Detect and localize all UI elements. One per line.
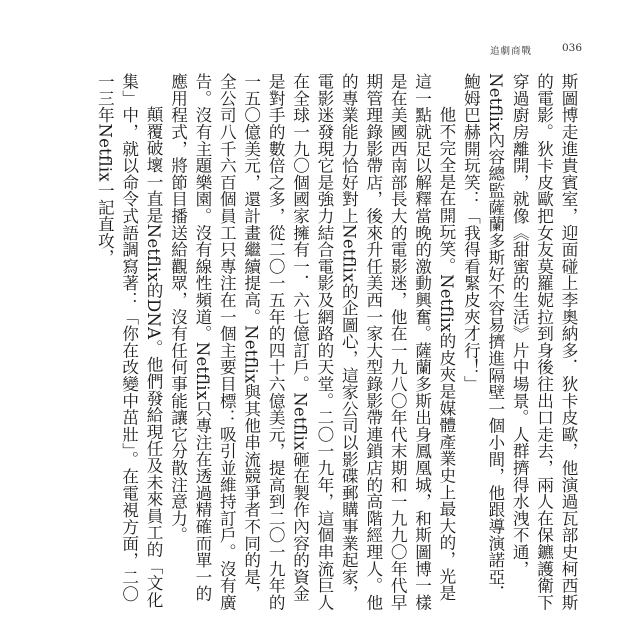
paragraph-3: 顛覆破壞一直是Netflix的DNA。他們發給現任及未來員工的「文化集」中，就以命令式語調寫著：「你在改變中茁壯」。在電視方面，二〇一三年Netflix一記直攻， [95, 73, 164, 609]
page-number: 036 [561, 42, 582, 54]
paragraph-2: 他不完全是在開玩笑。Netflix的皮夾是媒體產業史上最大的，光是這一點就足以解釋當晚的激動興奮。薩蘭多斯出身鳳凰城，和斯圖博一樣是在美國西南部長大的電影迷，他在一九八〇年代末期和一九九〇年代早期管理錄影帶店，後來升任美西一家大型錄影帶連鎖店的高階經理人。他的專業能力恰好對上Netflix的企圖心，這家公司以影碟郵購事業起家，電影迷發現它是強力結合電影及網路的天堂。二〇一九年，這個串流巨人在全球一九〇個國家擁有一．六七億訂戶。Netflix砸在製作內容的資金是對手的數倍之多，從二〇一五年的四十六億美元，提高到二〇一九年的一五〇億美元，還計畫繼續提高。Netflix與其他串流競爭者不同的是，全公司八千六百個員工只專注在一個主要目標：吸引並維持訂戶。沒有廣告。沒有主題樂園。沒有線性頻道。Netflix只專注在透過精確而單一的應用程式，將節目播送給觀眾，沒有任何事能讓它分散注意力。 [168, 73, 456, 611]
body-text [60, 73, 580, 618]
paragraph-1: 斯圖博走進貴賓室，迎面碰上李奧納多．狄卡皮歐，他演過瓦部史柯西斯的電影。狄卡皮歐把女友莫羅妮拉到身後往出口走去，兩人在保鑣護衛下穿過廚房離開，就像《甜蜜的生活》片中場景。人群擠得水洩不通，Netflix內容總監薩蘭多斯好不容易擠進隔壁一個小間，他跟導演諾亞．鮑姆巴赫開玩笑：「我得看緊皮夾才行！」 [461, 73, 578, 611]
running-head: 追劇商戰 [489, 46, 532, 57]
